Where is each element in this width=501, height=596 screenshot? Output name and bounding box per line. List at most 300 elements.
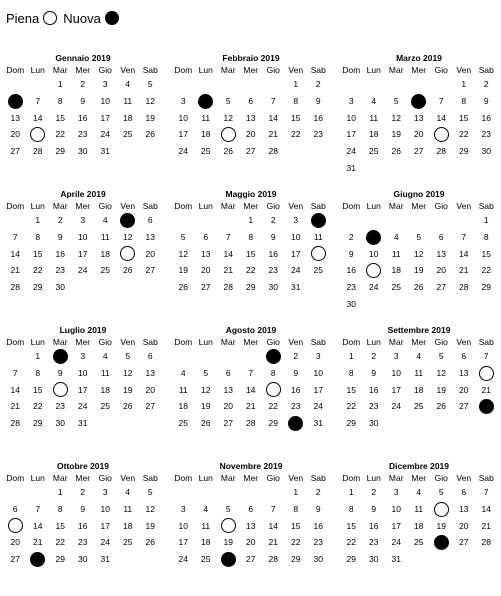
empty-day-cell <box>430 415 453 432</box>
day-cell: 26 <box>391 146 401 157</box>
day-cell: 18 <box>201 129 211 140</box>
day-new-moon <box>363 229 386 246</box>
month-calendar <box>172 460 330 596</box>
empty-day-cell <box>139 279 162 296</box>
weekday-label: Dom <box>174 473 193 483</box>
week-row <box>4 382 162 399</box>
day-cell: 4 <box>203 503 209 514</box>
day-cell: 19 <box>436 384 446 395</box>
day-cell: 23 <box>55 401 65 412</box>
full-moon-icon <box>30 127 45 142</box>
weekday-header <box>172 64 330 76</box>
week-row <box>172 279 330 296</box>
week-row <box>340 365 498 382</box>
week-row <box>340 110 498 127</box>
empty-day-cell <box>408 415 431 432</box>
week-row <box>172 229 330 246</box>
weekday-label: Gio <box>434 337 448 347</box>
day-cell: 19 <box>223 537 233 548</box>
weekday-label: Mer <box>243 473 259 483</box>
week-row <box>4 415 162 432</box>
day-cell: 29 <box>346 554 356 565</box>
day-cell: 18 <box>123 112 133 123</box>
empty-day-cell <box>408 160 431 177</box>
weekday-label: Lun <box>198 201 213 211</box>
day-cell: 6 <box>461 351 467 361</box>
day-cell: 18 <box>123 520 133 531</box>
weekday-header <box>172 336 330 348</box>
day-cell: 10 <box>369 248 379 259</box>
weekday-label: Gio <box>434 65 448 75</box>
day-cell: 6 <box>461 487 467 497</box>
week-row <box>172 76 330 93</box>
month-title: Febbraio 2019 <box>222 53 280 63</box>
day-cell: 27 <box>223 418 233 429</box>
empty-day-cell <box>217 348 240 365</box>
week-row <box>172 262 330 279</box>
day-cell: 16 <box>313 520 323 531</box>
day-cell: 18 <box>100 384 110 395</box>
day-cell: 13 <box>145 231 155 242</box>
day-cell: 30 <box>78 146 88 157</box>
day-cell: 13 <box>145 367 155 378</box>
weekday-label: Lun <box>30 473 45 483</box>
day-cell: 8 <box>293 503 299 514</box>
day-cell: 11 <box>123 95 133 106</box>
full-moon-icon <box>221 127 236 142</box>
day-cell: 1 <box>57 79 63 89</box>
weekday-label: Sab <box>478 201 494 211</box>
week-row <box>4 126 162 143</box>
day-cell: 9 <box>80 95 86 106</box>
weekday-label: Mer <box>75 201 91 211</box>
empty-day-cell <box>385 296 408 313</box>
day-cell: 27 <box>10 554 20 565</box>
empty-day-cell <box>475 296 498 313</box>
weekday-header <box>340 200 498 212</box>
empty-day-cell <box>195 348 218 365</box>
day-cell: 24 <box>391 537 401 548</box>
weekday-label: Sab <box>142 473 158 483</box>
week-row <box>172 518 330 535</box>
new-moon-icon <box>311 213 326 228</box>
day-cell: 6 <box>248 95 254 106</box>
day-cell: 25 <box>123 129 133 140</box>
empty-day-cell <box>430 160 453 177</box>
day-cell: 29 <box>268 418 278 429</box>
day-full-moon <box>49 382 72 399</box>
day-cell: 4 <box>102 351 108 361</box>
day-cell: 2 <box>371 487 377 497</box>
day-cell: 30 <box>55 282 65 293</box>
day-cell: 4 <box>125 79 131 89</box>
day-cell: 7 <box>270 503 276 514</box>
weekday-label: Dom <box>342 65 361 75</box>
day-cell: 3 <box>393 351 399 361</box>
day-cell: 7 <box>12 231 18 242</box>
day-cell: 7 <box>12 367 18 378</box>
day-cell: 13 <box>246 112 256 123</box>
week-row <box>340 296 498 313</box>
day-cell: 1 <box>461 79 467 89</box>
weekday-label: Dom <box>6 337 25 347</box>
day-cell: 27 <box>414 146 424 157</box>
month-calendar <box>4 52 162 188</box>
full-moon-icon <box>8 518 23 533</box>
day-cell: 2 <box>80 79 86 89</box>
day-cell: 1 <box>248 215 254 225</box>
month-calendar <box>4 460 162 596</box>
empty-day-cell <box>117 143 140 160</box>
weekday-label: Mer <box>411 473 427 483</box>
week-row <box>340 551 498 568</box>
day-cell: 20 <box>10 537 20 548</box>
weekday-label: Mar <box>388 473 404 483</box>
day-cell: 29 <box>346 418 356 429</box>
day-cell: 24 <box>369 282 379 293</box>
week-row <box>340 382 498 399</box>
weekday-label: Mar <box>52 65 68 75</box>
weekday-label: Dom <box>342 337 361 347</box>
empty-day-cell <box>195 76 218 93</box>
full-moon-icon <box>434 127 449 142</box>
day-cell: 8 <box>35 231 41 242</box>
day-cell: 15 <box>33 384 43 395</box>
day-new-moon <box>475 398 498 415</box>
empty-day-cell <box>453 296 476 313</box>
day-cell: 19 <box>145 112 155 123</box>
weekday-label: Lun <box>198 337 213 347</box>
day-cell: 3 <box>315 351 321 361</box>
empty-day-cell <box>240 76 263 93</box>
empty-day-cell <box>195 212 218 229</box>
day-cell: 21 <box>223 265 233 276</box>
empty-day-cell <box>217 212 240 229</box>
day-cell: 6 <box>438 231 444 242</box>
month-calendar <box>172 188 330 324</box>
day-cell: 17 <box>100 520 110 531</box>
empty-day-cell <box>139 551 162 568</box>
new-moon-icon <box>53 349 68 364</box>
day-cell: 17 <box>78 384 88 395</box>
weekday-label: Sab <box>478 473 494 483</box>
day-cell: 11 <box>123 503 133 514</box>
day-cell: 6 <box>225 367 231 378</box>
day-cell: 7 <box>483 351 489 361</box>
weekday-label: Sab <box>310 65 326 75</box>
day-cell: 4 <box>416 487 422 497</box>
day-cell: 10 <box>178 112 188 123</box>
week-row <box>340 518 498 535</box>
empty-day-cell <box>363 76 386 93</box>
day-cell: 22 <box>33 401 43 412</box>
weekday-label: Ven <box>456 337 472 347</box>
day-cell: 11 <box>178 384 188 395</box>
day-cell: 26 <box>145 537 155 548</box>
weekday-label: Gio <box>98 473 112 483</box>
day-cell: 6 <box>248 503 254 514</box>
weekday-label: Ven <box>288 201 304 211</box>
weekday-label: Ven <box>456 201 472 211</box>
week-row <box>172 143 330 160</box>
day-cell: 15 <box>55 112 65 123</box>
weekday-label: Mar <box>388 337 404 347</box>
day-cell: 8 <box>483 231 489 242</box>
weekday-header <box>172 472 330 484</box>
week-row <box>4 143 162 160</box>
week-row <box>4 212 162 229</box>
week-row <box>340 484 498 501</box>
day-cell: 5 <box>416 231 422 242</box>
week-row <box>4 398 162 415</box>
day-full-moon <box>117 246 140 263</box>
day-cell: 25 <box>414 537 424 548</box>
empty-day-cell <box>475 160 498 177</box>
day-cell: 15 <box>481 248 491 259</box>
day-cell: 7 <box>35 95 41 106</box>
month-title: Maggio 2019 <box>225 189 277 199</box>
day-cell: 13 <box>436 248 446 259</box>
day-new-moon <box>285 415 308 432</box>
empty-day-cell <box>240 484 263 501</box>
week-row <box>4 551 162 568</box>
weekday-label: Lun <box>366 201 381 211</box>
day-cell: 29 <box>55 554 65 565</box>
day-cell: 15 <box>55 520 65 531</box>
day-cell: 8 <box>35 367 41 378</box>
week-row <box>4 501 162 518</box>
weekday-label: Lun <box>30 201 45 211</box>
weekday-header <box>4 200 162 212</box>
empty-day-cell <box>453 551 476 568</box>
month-calendar <box>340 460 498 596</box>
day-cell: 3 <box>102 487 108 497</box>
week-row <box>4 279 162 296</box>
empty-day-cell <box>307 279 330 296</box>
day-cell: 28 <box>223 282 233 293</box>
weekday-label: Mer <box>243 65 259 75</box>
empty-day-cell <box>408 76 431 93</box>
new-moon-icon <box>8 94 23 109</box>
day-cell: 3 <box>393 487 399 497</box>
day-new-moon <box>307 212 330 229</box>
day-cell: 6 <box>147 351 153 361</box>
day-cell: 2 <box>57 215 63 225</box>
day-cell: 26 <box>436 401 446 412</box>
day-cell: 4 <box>125 487 131 497</box>
day-cell: 17 <box>391 520 401 531</box>
day-cell: 12 <box>223 112 233 123</box>
day-cell: 2 <box>315 487 321 497</box>
day-cell: 15 <box>346 520 356 531</box>
weekday-label: Sab <box>310 337 326 347</box>
day-cell: 16 <box>346 265 356 276</box>
day-cell: 14 <box>481 503 491 514</box>
month-calendar <box>4 188 162 324</box>
weekday-label: Gio <box>98 201 112 211</box>
month-title: Dicembre 2019 <box>388 461 449 471</box>
day-cell: 3 <box>80 351 86 361</box>
day-cell: 23 <box>78 129 88 140</box>
weekday-label: Lun <box>366 337 381 347</box>
day-full-moon <box>262 382 285 399</box>
empty-day-cell <box>475 415 498 432</box>
day-cell: 17 <box>178 129 188 140</box>
week-row <box>340 229 498 246</box>
day-cell: 26 <box>414 282 424 293</box>
empty-day-cell <box>307 143 330 160</box>
month-calendar <box>172 52 330 188</box>
day-cell: 14 <box>223 248 233 259</box>
month-title: Agosto 2019 <box>225 325 277 335</box>
day-cell: 12 <box>145 503 155 514</box>
day-cell: 31 <box>100 554 110 565</box>
day-cell: 11 <box>100 367 110 378</box>
day-new-moon <box>117 212 140 229</box>
day-cell: 8 <box>461 95 467 106</box>
day-cell: 26 <box>223 146 233 157</box>
day-cell: 19 <box>391 129 401 140</box>
empty-day-cell <box>385 160 408 177</box>
day-cell: 24 <box>291 265 301 276</box>
weekday-label: Sab <box>478 337 494 347</box>
day-cell: 22 <box>33 265 43 276</box>
month-calendar <box>172 324 330 460</box>
legend-full-label: Piena <box>6 10 40 26</box>
empty-day-cell <box>4 484 27 501</box>
day-cell: 12 <box>123 367 133 378</box>
day-cell: 22 <box>246 265 256 276</box>
day-cell: 18 <box>100 248 110 259</box>
weekday-label: Mar <box>220 473 236 483</box>
weekday-label: Sab <box>478 65 494 75</box>
day-cell: 7 <box>270 95 276 106</box>
day-cell: 10 <box>78 367 88 378</box>
day-full-moon <box>307 246 330 263</box>
day-cell: 25 <box>178 418 188 429</box>
weekday-label: Gio <box>434 201 448 211</box>
day-cell: 27 <box>459 401 469 412</box>
empty-day-cell <box>408 296 431 313</box>
weekday-label: Ven <box>288 337 304 347</box>
full-moon-icon <box>120 246 135 261</box>
weekday-label: Mer <box>243 337 259 347</box>
day-cell: 17 <box>313 384 323 395</box>
day-cell: 19 <box>414 265 424 276</box>
empty-day-cell <box>94 279 117 296</box>
empty-day-cell <box>475 551 498 568</box>
day-cell: 11 <box>414 503 424 514</box>
day-full-moon <box>475 365 498 382</box>
empty-day-cell <box>453 212 476 229</box>
day-cell: 3 <box>293 215 299 225</box>
day-cell: 18 <box>414 384 424 395</box>
day-cell: 15 <box>459 112 469 123</box>
month-calendar <box>4 324 162 460</box>
day-cell: 27 <box>246 146 256 157</box>
week-row <box>172 484 330 501</box>
week-row <box>340 126 498 143</box>
day-cell: 10 <box>346 112 356 123</box>
day-cell: 1 <box>57 487 63 497</box>
calendar-grid <box>4 52 498 596</box>
day-cell: 17 <box>78 248 88 259</box>
day-cell: 17 <box>178 537 188 548</box>
week-row <box>172 551 330 568</box>
full-moon-icon <box>434 502 449 517</box>
empty-day-cell <box>385 212 408 229</box>
day-cell: 12 <box>391 112 401 123</box>
week-row <box>4 534 162 551</box>
empty-day-cell <box>408 551 431 568</box>
weekday-label: Sab <box>310 201 326 211</box>
day-cell: 31 <box>391 554 401 565</box>
empty-day-cell <box>117 551 140 568</box>
empty-day-cell <box>285 143 308 160</box>
new-moon-icon <box>479 399 494 414</box>
day-cell: 15 <box>291 112 301 123</box>
day-cell: 24 <box>178 146 188 157</box>
weekday-label: Gio <box>98 337 112 347</box>
empty-day-cell <box>117 415 140 432</box>
weekday-label: Mer <box>75 473 91 483</box>
day-cell: 23 <box>78 537 88 548</box>
day-cell: 6 <box>12 503 18 514</box>
week-row <box>172 398 330 415</box>
week-row <box>172 365 330 382</box>
day-cell: 27 <box>201 282 211 293</box>
day-cell: 20 <box>145 248 155 259</box>
week-row <box>4 93 162 110</box>
week-row <box>4 76 162 93</box>
weekday-label: Lun <box>198 473 213 483</box>
day-cell: 6 <box>147 215 153 225</box>
weekday-label: Mer <box>75 65 91 75</box>
day-cell: 15 <box>291 520 301 531</box>
day-cell: 16 <box>369 520 379 531</box>
day-cell: 23 <box>313 129 323 140</box>
weekday-label: Mer <box>75 337 91 347</box>
day-cell: 9 <box>348 248 354 259</box>
day-cell: 9 <box>371 367 377 378</box>
week-row <box>340 143 498 160</box>
day-cell: 5 <box>225 503 231 514</box>
weekday-header <box>172 200 330 212</box>
day-cell: 23 <box>346 282 356 293</box>
day-cell: 1 <box>293 79 299 89</box>
day-cell: 26 <box>145 129 155 140</box>
empty-day-cell <box>195 484 218 501</box>
day-cell: 14 <box>33 112 43 123</box>
day-cell: 14 <box>246 384 256 395</box>
day-cell: 16 <box>78 520 88 531</box>
day-cell: 30 <box>481 146 491 157</box>
empty-day-cell <box>172 76 195 93</box>
month-title: Settembre 2019 <box>387 325 451 335</box>
day-cell: 23 <box>369 537 379 548</box>
day-new-moon <box>262 348 285 365</box>
day-cell: 22 <box>346 401 356 412</box>
day-cell: 17 <box>291 248 301 259</box>
weekday-header <box>340 472 498 484</box>
day-cell: 24 <box>313 401 323 412</box>
day-cell: 24 <box>346 146 356 157</box>
day-cell: 28 <box>268 554 278 565</box>
day-cell: 24 <box>78 265 88 276</box>
weekday-label: Dom <box>342 201 361 211</box>
day-cell: 22 <box>55 129 65 140</box>
weekday-label: Sab <box>142 201 158 211</box>
